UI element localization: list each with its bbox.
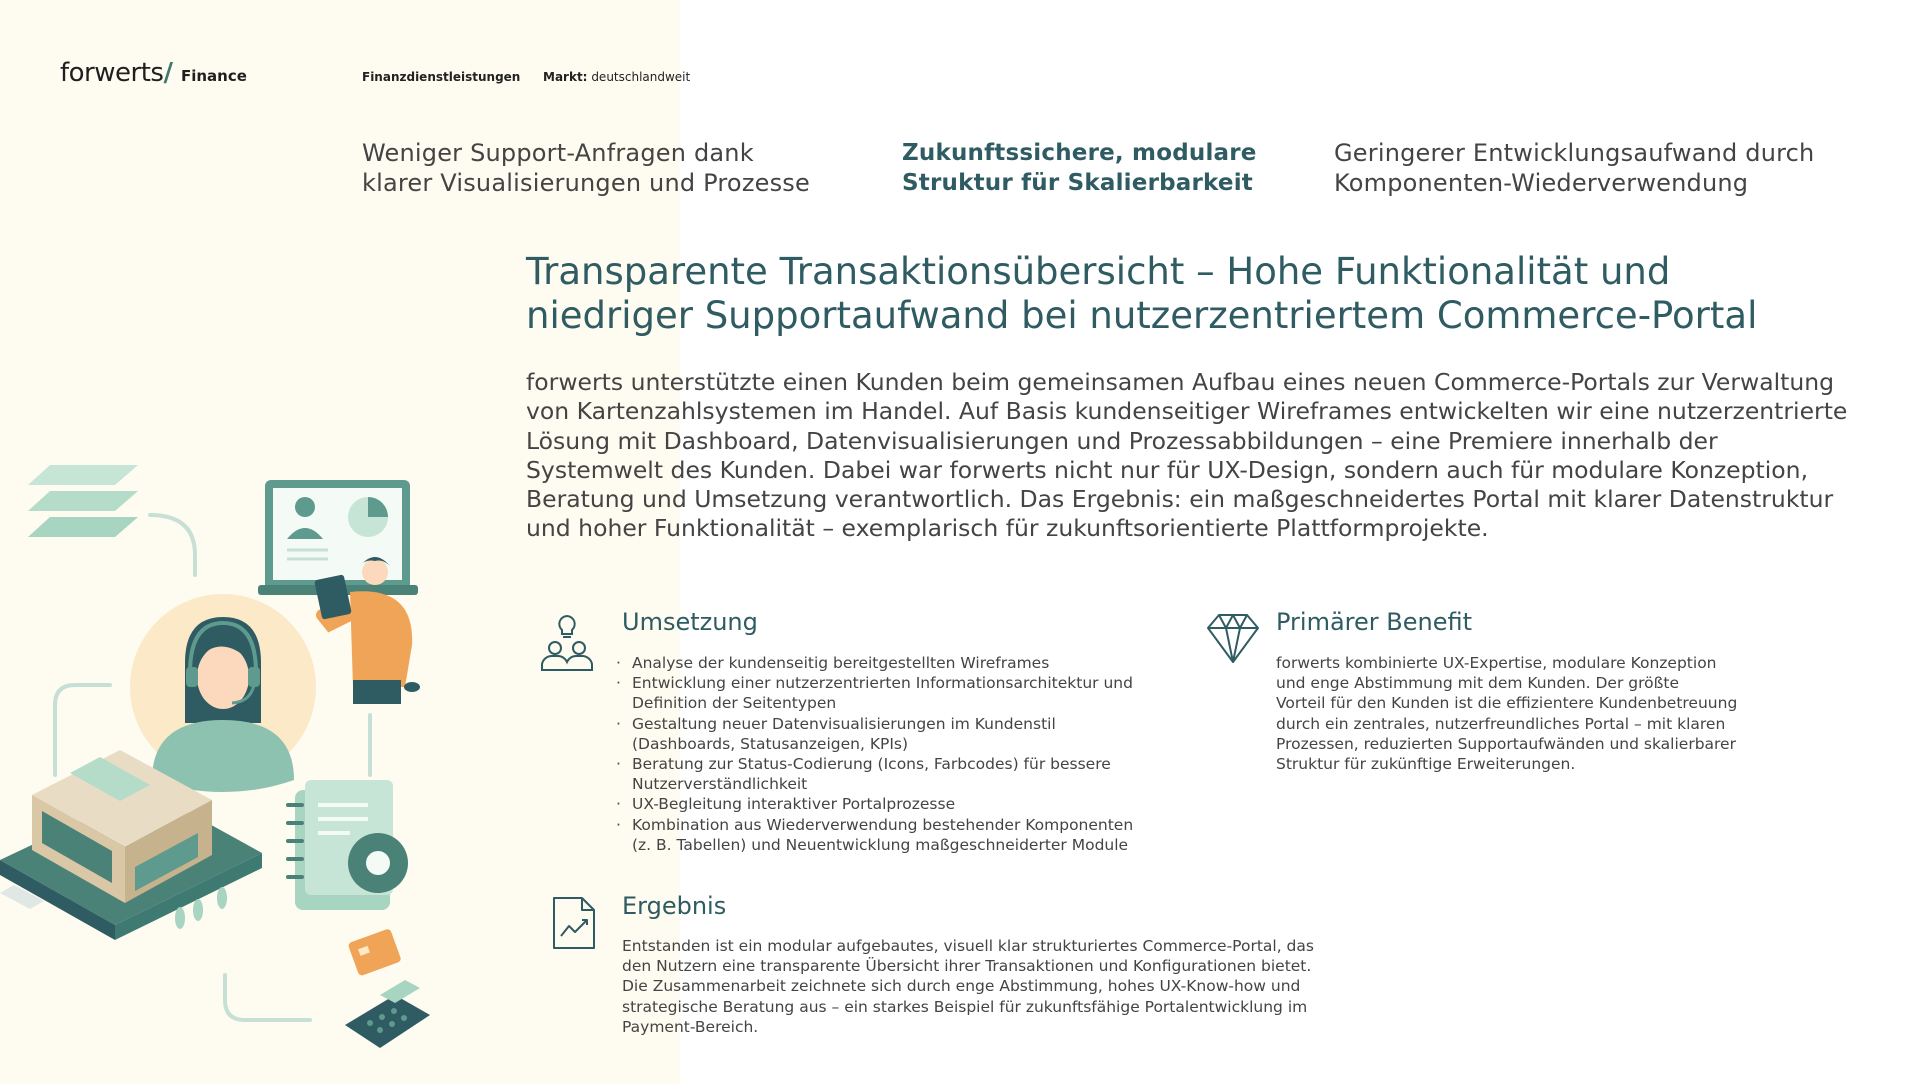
logo-slash: / — [163, 58, 173, 88]
text-line: Vorteil für den Kunden ist die effizientere Kundenbetreuung — [1276, 694, 1738, 713]
text-line: Die Zusammenarbeit zeichnete sich durch enge Abstimmung, hohes UX-Know-how und — [622, 977, 1301, 996]
title-line: niedriger Supportaufwand bei nutzerzentriertem Commerce-Portal — [526, 294, 1758, 337]
people-idea-icon — [538, 612, 596, 672]
intro-line: Systemwelt des Kunden. Dabei war forwerts nicht nur für UX-Design, sondern auch für modulare Konzeption, — [526, 455, 1809, 484]
list-item: · Gestaltung neuer Datenvisualisierungen im Kundenstil (Dashboards, Statusanzeigen, KPIs) — [616, 714, 1186, 754]
intro-line: Lösung mit Dashboard, Datenvisualisierungen und Prozessabbildungen – eine Premiere innerhalb der — [526, 426, 1718, 455]
text-line: den Nutzern eine transparente Übersicht ihrer Transaktionen und Konfigurationen bietet. — [622, 957, 1312, 976]
title-line: Transparente Transaktionsübersicht – Hohe Funktionalität und — [526, 250, 1671, 293]
intro-line: forwerts unterstützte einen Kunden beim gemeinsamen Aufbau eines neuen Commerce-Portals zur Verwaltung — [526, 368, 1835, 396]
list-item: · Entwicklung einer nutzerzentrierten Informationsarchitektur und Definition der Seitentypen — [616, 673, 1186, 713]
intro-line: von Kartenzahlsystemen im Handel. Auf Basis kundenseitiger Wireframes entwickelten wir eine nutzerzentrierte — [526, 397, 1848, 426]
benefit-line: klarer Visualisierungen und Prozesse — [362, 169, 810, 197]
benefit-line: Komponenten-Wiederverwendung — [1334, 169, 1749, 197]
calculator-icon — [345, 980, 430, 1048]
credit-card-icon — [348, 928, 402, 976]
benefit-line: Zukunftssichere, modulare — [902, 140, 1257, 166]
layers-icon — [28, 465, 138, 537]
logo[interactable] — [60, 58, 247, 88]
list-item: · Beratung zur Status-Codierung (Icons, Farbcodes) für bessere Nutzerverständlichkeit — [616, 754, 1186, 794]
text-line: Prozessen, reduzierten Supportaufwänden und skalierbarer — [1276, 734, 1736, 753]
benefit-line: Geringerer Entwicklungsaufwand durch — [1334, 139, 1815, 167]
benefit-line: Struktur für Skalierbarkeit — [902, 170, 1253, 196]
text-line: strategische Beratung aus – ein starkes Beispiel für zukunftsfähige Portalentwicklung im — [622, 997, 1308, 1016]
text-line: Payment-Bereich. — [622, 1017, 759, 1036]
market-info — [543, 70, 690, 84]
intro-paragraph — [526, 368, 1916, 544]
page-title — [526, 250, 1896, 338]
list-item: · Kombination aus Wiederverwendung bestehender Komponenten (z. B. Tabellen) und Neuentwicklung maßgeschneiderter Module — [616, 815, 1186, 855]
ergebnis-title: Ergebnis — [622, 892, 727, 920]
category-label: Finanzdienstleistungen — [362, 70, 521, 84]
text-line: Struktur für zukünftige Erweiterungen. — [1276, 755, 1576, 774]
notebook-gear-icon — [288, 780, 408, 910]
primary-benefit-title: Primärer Benefit — [1276, 608, 1473, 636]
text-line: Entstanden ist ein modular aufgebautes, visuell klar strukturiertes Commerce-Portal, das — [622, 937, 1314, 955]
umsetzung-list — [616, 653, 1186, 855]
intro-line: und hoher Funktionalität – exemplarisch für zukunftsorientierte Plattformprojekte. — [526, 514, 1489, 543]
list-item: · Analyse der kundenseitig bereitgestellten Wireframes — [616, 653, 1186, 673]
logo-word: forwerts — [60, 58, 164, 88]
benefit-reuse — [1334, 138, 1814, 198]
benefit-line: Weniger Support-Anfragen dank — [362, 139, 754, 167]
intro-line: Beratung und Umsetzung verantwortlich. Das Ergebnis: ein maßgeschneidertes Portal mit klarer Datenstruktur — [526, 485, 1834, 514]
text-line: und enge Abstimmung mit dem Kunden. Der größte — [1276, 674, 1679, 693]
list-item: · UX-Begleitung interaktiver Portalprozesse — [616, 794, 1186, 814]
logo-sub: Finance — [180, 67, 247, 85]
market-value: deutschlandweit — [591, 70, 691, 84]
primary-benefit-text — [1276, 653, 1796, 774]
ergebnis-text — [622, 936, 1342, 1037]
umsetzung-title: Umsetzung — [622, 608, 758, 636]
text-line: forwerts kombinierte UX-Expertise, modulare Konzeption — [1276, 654, 1717, 672]
benefit-support — [362, 138, 810, 198]
benefit-modular — [902, 138, 1257, 198]
support-agent-avatar — [130, 594, 316, 792]
diamond-icon — [1206, 612, 1260, 664]
illustration — [0, 455, 440, 1055]
market-label: Markt: — [543, 70, 588, 84]
document-chart-icon — [552, 896, 596, 950]
text-line: durch ein zentrales, nutzerfreundliches Portal – mit klaren — [1276, 714, 1726, 733]
